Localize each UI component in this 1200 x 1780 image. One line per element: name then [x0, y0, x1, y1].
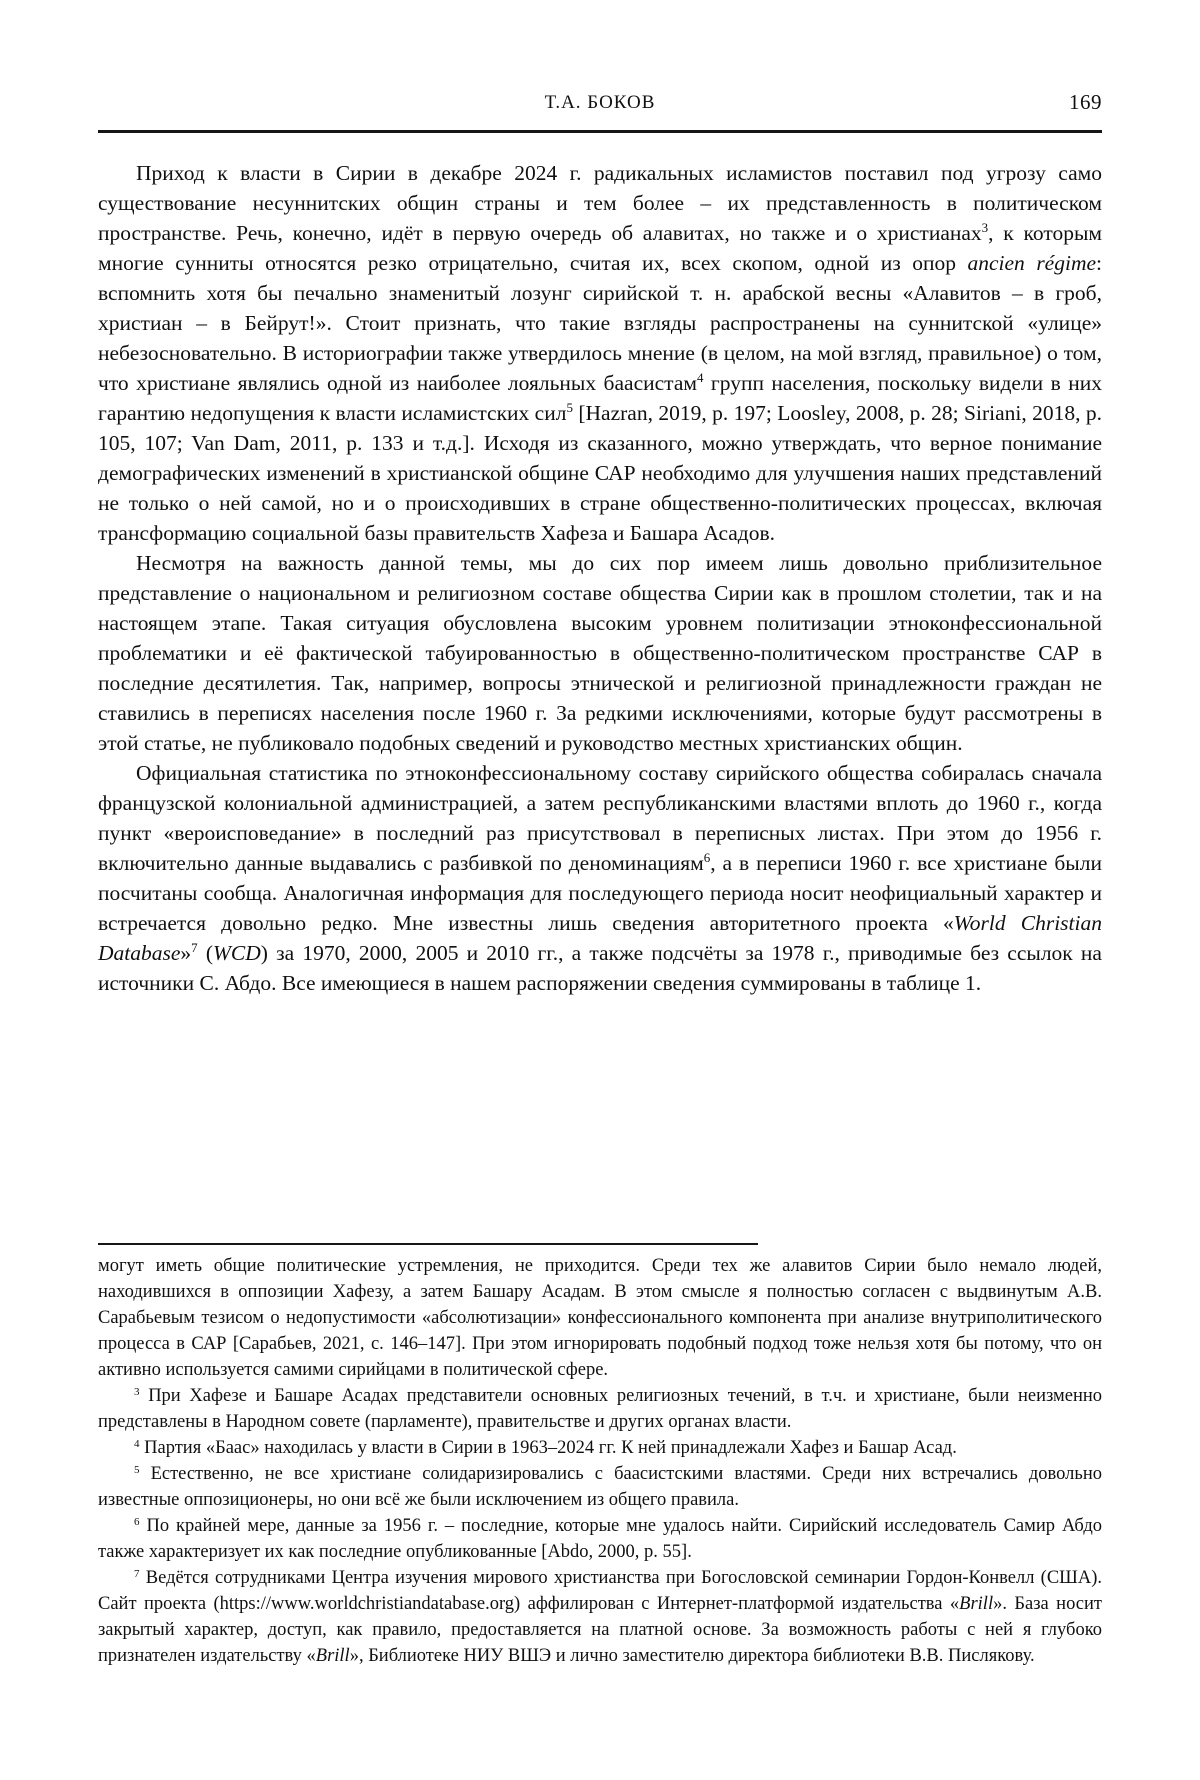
footnote-ref: 6 — [134, 1516, 140, 1528]
text-run: ) за 1970, 2000, 2005 и 2010 гг., а также подсчёты за 1978 г., приводимые без ссылок на источники С. Абдо. Все имеющиеся в нашем распоряжении сведения суммированы в таблице 1. — [98, 941, 1102, 995]
text-run: Ведётся сотрудниками Центра изучения мирового христианства при Богословской семинарии Гордон-Конвелл (США). Сайт проекта (https://www.worldchristiandatabase.org) аффилирован с Интернет-платформой издательства « — [98, 1568, 1102, 1614]
article-body — [98, 158, 1102, 998]
footnote-ref: 5 — [566, 400, 573, 415]
paragraph-1 — [98, 158, 1102, 548]
text-run: , а в переписи 1960 г. все христиане были посчитаны сообща. Аналогичная информация для последующего периода носит неофициальный характер и встречается довольно редко. Мне известны лишь сведения авторитетного проекта « — [98, 851, 1102, 935]
header-rule — [98, 130, 1102, 133]
text-run: Официальная статистика по этноконфессиональному составу сирийского общества собиралась сначала французской колониальной администрацией, а затем республиканскими властями вплоть до 1960 г., когда пункт «вероисповедание» в последний раз присутствовал в переписных листах. При этом до 1956 г. включительно данные выдавались с разбивкой по деноминациям — [98, 761, 1102, 875]
text-run: ( — [197, 941, 214, 965]
footnote-ref: 4 — [134, 1438, 140, 1450]
text-run: World Christian Database — [98, 911, 1103, 965]
text-run: Приход к власти в Сирии в декабре 2024 г. радикальных исламистов поставил под угрозу само существование несуннитских общин страны и тем более – их представленность в политическом пространстве. Речь, конечно, идёт в первую очередь об алавитах, но также и о христианах — [98, 161, 1102, 245]
footnote-ref: 6 — [703, 850, 711, 865]
text-run: Естественно, не все христиане солидаризировались с баасистскими властями. Среди них встречались довольно известные оппозиционеры, но они всё же были исключением из общего правила. — [98, 1464, 1102, 1510]
footnote-6 — [98, 1513, 1102, 1565]
text-run: : вспомнить хотя бы печально знаменитый лозунг сирийской т. н. арабской весны «Алавитов – в гроб, христиан – в Бейрут!». Стоит признать, что такие взгляды распространены на суннитской «улице» небезосновательно. В историографии также утвердилось мнение (в целом, на мой взгляд, правильное) о том, что христиане являлись одной из наиболее лояльных баасистам — [98, 251, 1102, 395]
footnote-separator — [98, 1243, 758, 1245]
text-run: , к которым многие сунниты относятся резко отрицательно, считая их, всех скопом, одной из опор — [98, 221, 1102, 275]
text-run: ». База носит закрытый характер, доступ, как правило, предоставляется на платной основе. За возможность работы с ней я глубоко признателен издательству « — [98, 1594, 1102, 1666]
paragraph-2 — [98, 548, 1102, 758]
text-run: [Hazran, 2019, p. 197; Loosley, 2008, p. 28; Siriani, 2018, p. 105, 107; Van Dam, 2011, p. 133 и т.д.]. Исходя из сказанного, можно утверждать, что верное понимание демографических изменений в христианской общине САР необходимо для улучшения наших представлений не только о ней самой, но и о происходивших в стране общественно-политических процессах, включая трансформацию социальной базы правительств Хафеза и Башара Асадов. — [98, 401, 1102, 545]
footnote-ref: 3 — [981, 220, 989, 235]
text-run: Brill — [315, 1646, 350, 1666]
page-number: 169 — [1069, 90, 1102, 114]
text-run: могут иметь общие политические устремления, не приходится. Среди тех же алавитов Сирии было немало людей, находившихся в оппозиции Хафезу, а затем Башару Асадам. В этом смысле я полностью согласен с выдвинутым А.В. Сарабьевым тезисом о недопустимости «абсолютизации» конфессионального компонента при анализе внутриполитического процесса в САР [Сарабьев, 2021, с. 146–147]. При этом игнорировать подобный подход тоже нельзя хотя бы потому, что он активно используется самими сирийцами в политической сфере. — [98, 1256, 1102, 1380]
text-run: Партия «Баас» находилась у власти в Сирии в 1963–2024 гг. К ней принадлежали Хафез и Башар Асад. — [139, 1438, 957, 1458]
text-run: ancien régime — [967, 251, 1097, 275]
text-run: Несмотря на важность данной темы, мы до сих пор имеем лишь довольно приблизительное представление о национальном и религиозном составе общества Сирии как в прошлом столетии, так и на настоящем этапе. Такая ситуация обусловлена высоким уровнем политизации этноконфессиональной проблематики и её фактической табуированностью в общественно-политическом пространстве САР в последние десятилетия. Так, например, вопросы этнической и религиозной принадлежности граждан не ставились в переписях населения после 1960 г. За редкими исключениями, которые будут рассмотрены в этой статье, не публиковало подобных сведений и руководство местных христианских общин. — [98, 551, 1102, 755]
footnote-continuation — [98, 1253, 1102, 1383]
footnotes-block — [98, 1253, 1102, 1669]
text-run: WCD — [213, 941, 261, 965]
text-run: », Библиотеке НИУ ВШЭ и лично заместителю директора библиотеки В.В. Пислякову. — [349, 1646, 1035, 1666]
footnote-5 — [98, 1461, 1102, 1513]
text-run: » — [180, 941, 192, 965]
text-run: При Хафезе и Башаре Асадах представители основных религиозных течений, в т.ч. и христиане, были неизменно представлены в Народном совете (парламенте), правительстве и других органах власти. — [98, 1386, 1102, 1432]
footnote-3 — [98, 1383, 1102, 1435]
footnote-ref: 4 — [696, 370, 704, 385]
text-run: Brill — [959, 1594, 994, 1614]
paragraph-3 — [98, 758, 1102, 998]
footnote-ref: 7 — [134, 1568, 140, 1580]
running-head-author: Т.А. БОКОВ — [544, 92, 656, 113]
footnote-ref: 3 — [134, 1386, 140, 1398]
footnote-7 — [98, 1565, 1102, 1669]
footnote-4 — [98, 1435, 1102, 1461]
text-run: По крайней мере, данные за 1956 г. – последние, которые мне удалось найти. Сирийский исследователь Самир Абдо также характеризует их как последние опубликованные [Abdo, 2000, p. 55]. — [98, 1516, 1102, 1562]
footnote-ref: 5 — [134, 1464, 140, 1476]
running-head — [98, 92, 1102, 114]
text-run: групп населения, поскольку видели в них гарантию недопущения к власти исламистских сил — [98, 371, 1102, 425]
footnote-ref: 7 — [191, 940, 198, 955]
